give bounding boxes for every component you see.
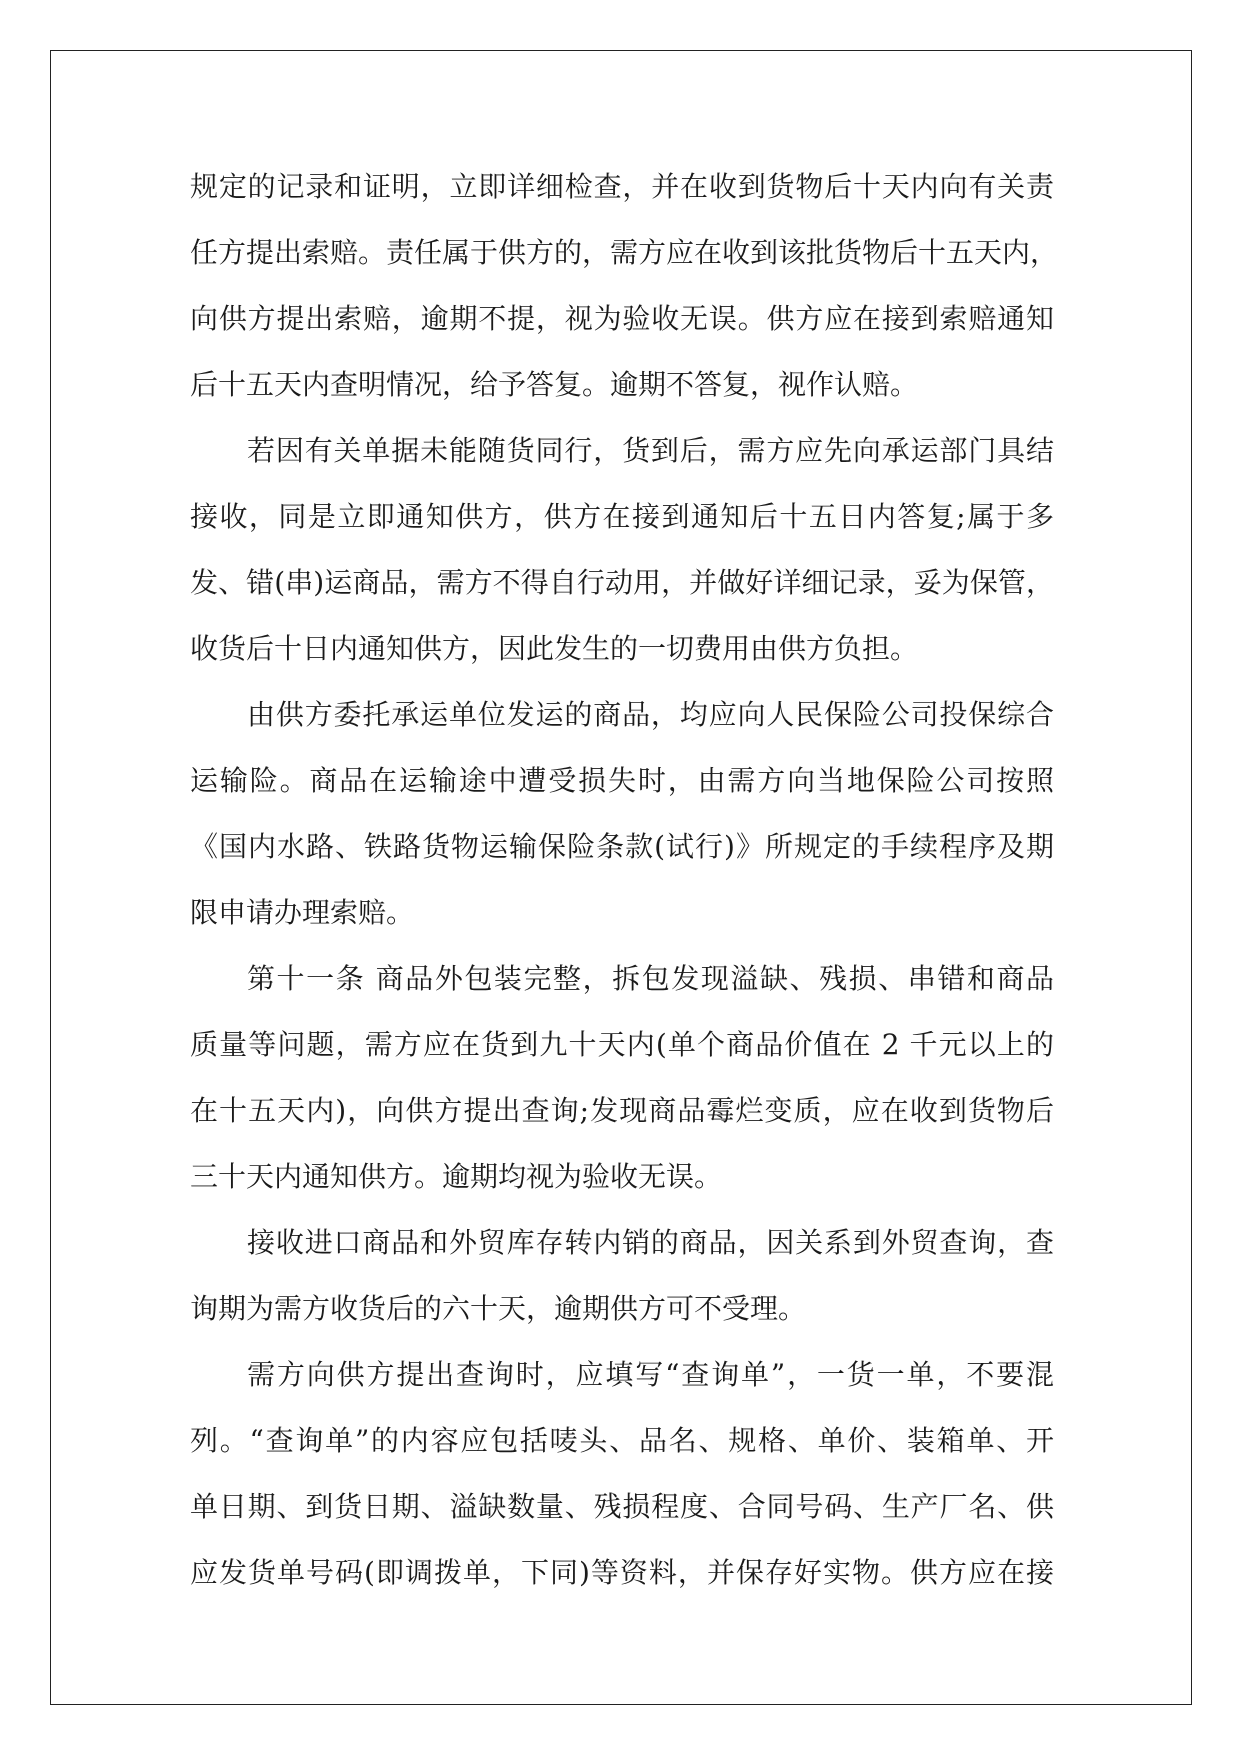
text-line: 发、错(串)运商品，需方不得自行动用，并做好详细记录，妥为保管，	[190, 566, 1054, 599]
text-line: 接收进口商品和外贸库存转内销的商品，因关系到外贸查询，查	[247, 1226, 1054, 1259]
text-line: 限申请办理索赔。	[190, 896, 415, 929]
text-line: 接收，同是立即通知供方，供方在接到通知后十五日内答复;属于多	[190, 500, 1054, 533]
text-line: 收货后十日内通知供方，因此发生的一切费用由供方负担。	[190, 632, 919, 665]
paragraph	[190, 1210, 1054, 1342]
text-line: 在十五天内)，向供方提出查询;发现商品霉烂变质，应在收到货物后	[190, 1094, 1054, 1127]
paragraph	[190, 946, 1054, 1210]
document-body	[190, 154, 1059, 1606]
text-line: 《国内水路、铁路货物运输保险条款(试行)》所规定的手续程序及期	[190, 830, 1054, 863]
text-line: 应发货单号码(即调拨单，下同)等资料，并保存好实物。供方应在接	[190, 1556, 1054, 1589]
paragraph	[190, 1342, 1054, 1606]
paragraph	[190, 418, 1054, 682]
text-line: 运输险。商品在运输途中遭受损失时，由需方向当地保险公司按照	[190, 764, 1054, 797]
text-line: 由供方委托承运单位发运的商品，均应向人民保险公司投保综合	[247, 698, 1054, 731]
text-line: 列。“查询单”的内容应包括唛头、品名、规格、单价、装箱单、开	[190, 1424, 1054, 1457]
text-line: 后十五天内查明情况，给予答复。逾期不答复，视作认赔。	[190, 368, 919, 401]
text-line: 三十天内通知供方。逾期均视为验收无误。	[190, 1160, 723, 1193]
text-line: 任方提出索赔。责任属于供方的，需方应在收到该批货物后十五天内，	[190, 236, 1059, 269]
text-line: 询期为需方收货后的六十天，逾期供方可不受理。	[190, 1292, 807, 1325]
text-line: 质量等问题，需方应在货到九十天内(单个商品价值在 2 千元以上的	[190, 1028, 1054, 1061]
text-line: 向供方提出索赔，逾期不提，视为验收无误。供方应在接到索赔通知	[190, 302, 1054, 335]
paragraph	[190, 154, 1059, 418]
text-line: 需方向供方提出查询时，应填写“查询单”，一货一单，不要混	[247, 1358, 1054, 1391]
text-line: 规定的记录和证明，立即详细检查，并在收到货物后十天内向有关责	[190, 170, 1054, 203]
text-line: 单日期、到货日期、溢缺数量、残损程度、合同号码、生产厂名、供	[190, 1490, 1054, 1523]
paragraph	[190, 682, 1054, 946]
text-line: 若因有关单据未能随货同行，货到后，需方应先向承运部门具结	[247, 434, 1054, 467]
text-line: 第十一条 商品外包装完整，拆包发现溢缺、残损、串错和商品	[247, 962, 1054, 995]
